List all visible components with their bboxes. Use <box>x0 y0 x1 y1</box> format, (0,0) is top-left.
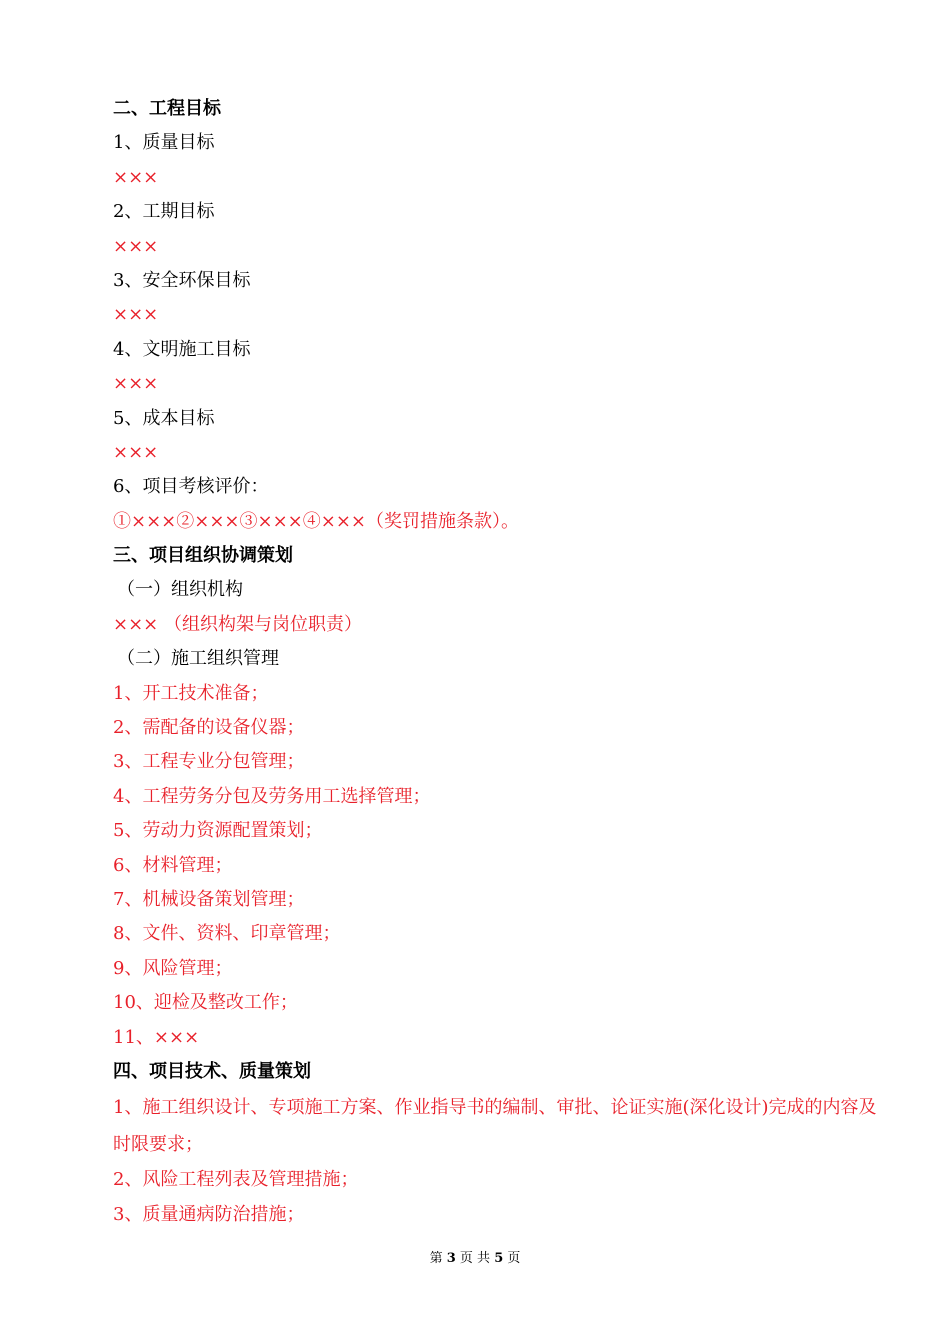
goal-label: 6、项目考核评价： <box>113 476 269 498</box>
goal-value: ××× <box>113 373 159 395</box>
list-item: 4、工程劳务分包及劳务用工选择管理； <box>113 785 431 807</box>
list-item: 7、机械设备策划管理； <box>113 888 305 910</box>
footer-suffix: 页 <box>507 1251 521 1266</box>
list-item: 11、××× <box>113 1026 200 1048</box>
list-item: 8、文件、资料、印章管理； <box>113 923 341 945</box>
section-heading-tech: 四、项目技术、质量策划 <box>113 1060 311 1082</box>
list-item: 1、施工组织设计、专项施工方案、作业指导书的编制、审批、论证实施(深化设计)完成的内容及时限要求； <box>113 1097 877 1156</box>
goal-label: 3、安全环保目标 <box>113 269 251 291</box>
document-body <box>113 92 893 1232</box>
list-item: 5、劳动力资源配置策划； <box>113 820 323 842</box>
subsection-heading: （一）组织机构 <box>117 579 243 601</box>
subsection-heading: （二）施工组织管理 <box>117 648 279 670</box>
footer-prefix: 第 <box>429 1251 443 1266</box>
list-item: 2、风险工程列表及管理措施； <box>113 1169 359 1191</box>
goal-value: ①×××②×××③×××④×××（奖罚措施条款）。 <box>113 510 519 532</box>
goal-value: ××× <box>113 166 159 188</box>
page-footer <box>0 1247 950 1266</box>
footer-total-pages: 5 <box>494 1251 504 1266</box>
list-item: 1、开工技术准备； <box>113 682 269 704</box>
list-item: 2、需配备的设备仪器； <box>113 717 305 739</box>
list-item: 6、材料管理； <box>113 854 233 876</box>
list-item: 10、迎检及整改工作； <box>113 992 298 1014</box>
footer-middle: 页 共 <box>459 1251 491 1266</box>
org-structure-value: ××× （组织构架与岗位职责） <box>113 613 362 635</box>
goal-value: ××× <box>113 304 159 326</box>
goal-label: 2、工期目标 <box>113 201 215 223</box>
goal-value: ××× <box>113 235 159 257</box>
list-item: 3、质量通病防治措施； <box>113 1203 305 1225</box>
goal-label: 4、文明施工目标 <box>113 338 251 360</box>
section-heading-org: 三、项目组织协调策划 <box>113 545 293 567</box>
goal-label: 1、质量目标 <box>113 132 215 154</box>
goal-label: 5、成本目标 <box>113 407 215 429</box>
list-item: 3、工程专业分包管理； <box>113 751 305 773</box>
footer-page-number: 3 <box>446 1251 456 1266</box>
list-item: 9、风险管理； <box>113 957 233 979</box>
section-heading-goals: 二、工程目标 <box>113 98 221 119</box>
goal-value: ××× <box>113 441 159 463</box>
